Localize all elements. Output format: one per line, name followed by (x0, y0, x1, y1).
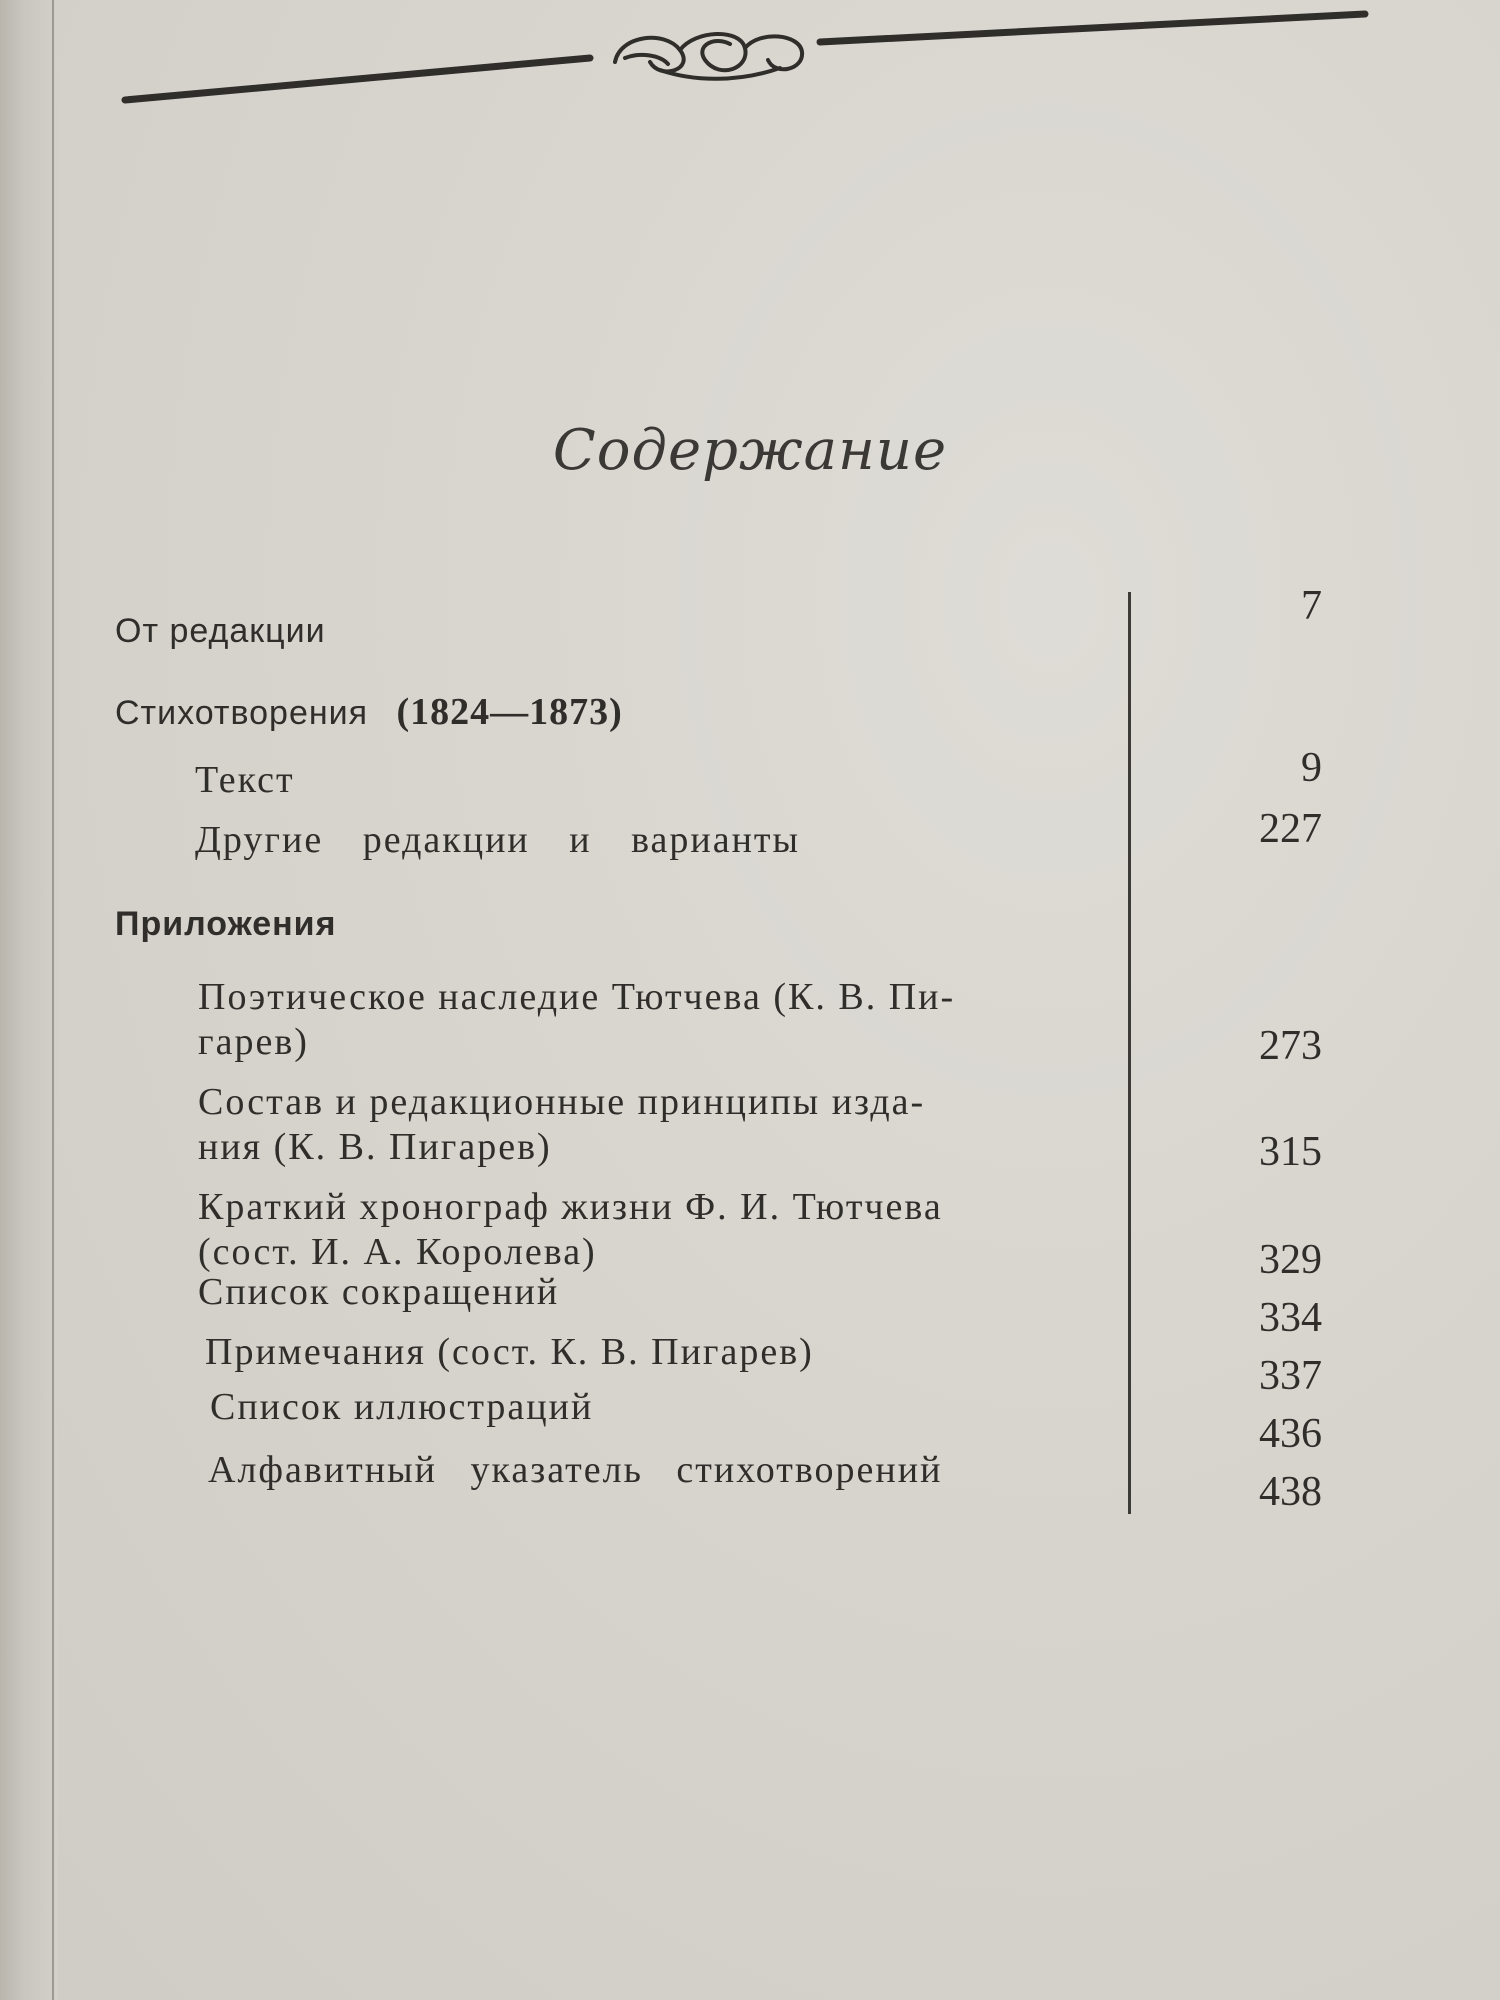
toc-entry-editorial: От редакции (115, 612, 326, 650)
page-number-divider (1128, 592, 1131, 1514)
page-number-text: 9 (1301, 745, 1322, 791)
gutter-edge (52, 0, 54, 2000)
toc-entry-appendix-line: Примечания (сост. К. В. Пигарев) (205, 1331, 814, 1373)
toc-entry-appendix-line: Список сокращений (198, 1271, 560, 1313)
page-number-appendix: 438 (1259, 1469, 1322, 1515)
section-label: Стихотворения (115, 694, 369, 732)
page-number-appendix: 315 (1259, 1129, 1322, 1175)
toc-entry-appendix-line: Алфавитный указатель стихотворений (208, 1449, 943, 1491)
header-ornament (120, 0, 1370, 120)
toc-entry-appendix-line: Поэтическое наследие Тютчева (К. В. Пи- (198, 976, 956, 1018)
toc-section-poems (115, 690, 623, 734)
page-number-editorial: 7 (1301, 583, 1322, 629)
page-number-appendix: 329 (1259, 1237, 1322, 1283)
page-number-variants: 227 (1259, 806, 1322, 852)
section-years: (1824—1873) (396, 691, 623, 733)
page-gutter (0, 0, 58, 2000)
toc-entry-appendix-line: Краткий хронограф жизни Ф. И. Тютчева (198, 1186, 943, 1228)
toc-entry-appendix-line: гарев) (198, 1021, 309, 1063)
page-number-appendix: 273 (1259, 1023, 1322, 1069)
page-title: Содержание (552, 418, 948, 483)
toc-section-appendix: Приложения (115, 905, 337, 943)
toc-entry-appendix-line: (сост. И. А. Королева) (198, 1231, 597, 1273)
toc-entry-text: Текст (195, 759, 295, 801)
toc-entry-appendix-line: Состав и редакционные принципы изда- (198, 1081, 926, 1123)
page-number-appendix: 337 (1259, 1353, 1322, 1399)
toc-entry-variants: Другие редакции и варианты (195, 819, 801, 861)
toc-entry-appendix-line: ния (К. В. Пигарев) (198, 1126, 552, 1168)
page-number-appendix: 334 (1259, 1295, 1322, 1341)
toc-entry-appendix-line: Список иллюстраций (210, 1386, 594, 1428)
page-number-appendix: 436 (1259, 1411, 1322, 1457)
